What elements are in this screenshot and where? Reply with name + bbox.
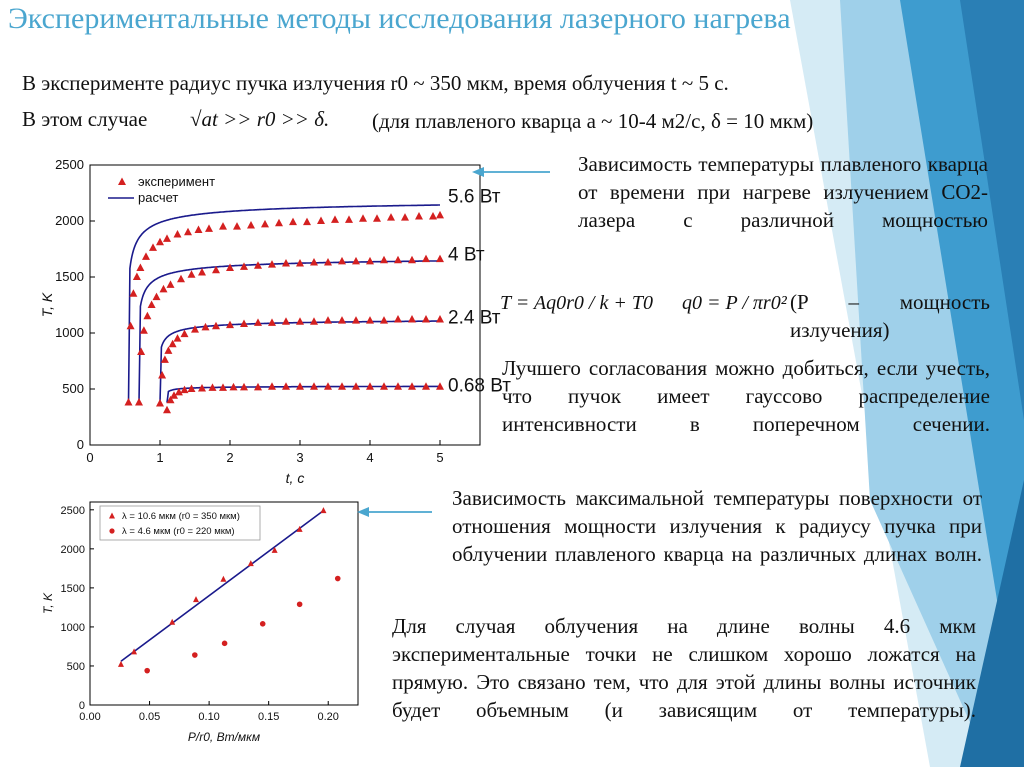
legend-label-10-6: λ = 10.6 мкм (r0 = 350 мкм) — [122, 511, 240, 522]
data-point — [136, 264, 144, 272]
data-point — [422, 315, 430, 323]
data-point — [436, 315, 444, 323]
data-point — [282, 317, 290, 325]
data-point — [401, 213, 409, 221]
data-point — [408, 315, 416, 323]
temperature-time-svg — [39, 150, 512, 500]
data-point — [137, 348, 145, 356]
data-point — [373, 214, 381, 222]
data-point — [324, 258, 332, 266]
formula-temperature: T = Aq0r0 / k + T0 — [500, 292, 653, 314]
data-point — [220, 576, 226, 582]
data-point — [140, 326, 148, 334]
x-axis-label: t, c — [285, 470, 305, 486]
data-point — [192, 652, 198, 658]
legend-marker-experiment — [118, 178, 126, 186]
data-point — [125, 398, 133, 406]
series-label: 4 Вт — [448, 244, 485, 266]
data-point — [153, 293, 161, 301]
x-tick-label: 0.20 — [317, 711, 339, 723]
data-point — [174, 334, 182, 342]
data-point — [394, 256, 402, 264]
formula-flux: q0 = P / πr0² — [682, 292, 787, 314]
x-tick-label: 3 — [296, 450, 304, 465]
data-point — [345, 215, 353, 223]
x-axis-label: P/r0, Вт/мкм — [187, 730, 261, 744]
temperature-time-chart — [39, 150, 512, 500]
x-tick-label: 0.05 — [138, 711, 161, 723]
data-point — [133, 273, 141, 281]
data-point — [303, 218, 311, 226]
data-point — [352, 316, 360, 324]
data-point — [359, 214, 367, 222]
x-tick-label: 0 — [86, 450, 94, 465]
y-tick-label: 1500 — [55, 269, 84, 284]
data-point — [310, 317, 318, 325]
x-tick-label: 0.15 — [257, 711, 280, 723]
x-tick-label: 0.10 — [198, 711, 220, 723]
data-point — [184, 228, 192, 236]
data-point — [275, 219, 283, 227]
data-point — [193, 596, 199, 602]
data-point — [352, 257, 360, 265]
data-point — [174, 230, 182, 238]
data-point — [436, 211, 444, 219]
y-tick-label: 2000 — [55, 213, 84, 228]
y-tick-label: 1500 — [60, 582, 85, 595]
data-point — [158, 371, 166, 379]
data-point — [240, 262, 248, 270]
data-point — [160, 285, 168, 293]
data-point — [366, 316, 374, 324]
data-point — [338, 316, 346, 324]
data-point — [317, 217, 325, 225]
data-point — [331, 215, 339, 223]
data-point — [135, 398, 143, 406]
temperature-power-chart — [8, 490, 378, 760]
intro-line-1: В эксперименте радиус пучка излучения r0 ~ 350 мкм, время облучения t ~ 5 с. — [22, 71, 729, 95]
data-point — [436, 255, 444, 263]
series-label: 2.4 Вт — [448, 307, 501, 329]
data-point — [408, 256, 416, 264]
x-tick-label: 0.00 — [79, 711, 101, 723]
description-temperature-power: Зависимость максимальной температуры поверхности от отношения мощности излучения к радиусу пучка при облучении плавленого кварца на различных длинах волн. — [452, 486, 982, 566]
x-tick-label: 5 — [436, 450, 444, 465]
data-point — [387, 213, 395, 221]
description-wavelength: Для случая облучения на длине волны 4.6 мкм экспериментальные точки не слишком хорошо ложатся на прямую. Это связано тем, что для этой длины волны источник будет объемным (и зависящим от температуры). — [392, 614, 976, 722]
data-point — [144, 668, 150, 674]
plot-frame — [90, 165, 480, 445]
data-point — [422, 255, 430, 263]
legend-marker-4-6 — [109, 528, 114, 533]
data-point — [320, 507, 326, 513]
intro-line-2-note: (для плавленого кварца a ~ 10-4 м2/с, δ = 10 мкм) — [372, 109, 814, 133]
x-tick-label: 2 — [226, 450, 234, 465]
data-point — [429, 212, 437, 219]
data-point — [226, 264, 234, 272]
data-point — [156, 238, 164, 246]
y-tick-label: 0 — [76, 437, 84, 452]
data-point — [254, 318, 262, 326]
data-point — [366, 257, 374, 265]
y-axis-label: T, K — [41, 593, 55, 614]
data-point — [143, 312, 151, 320]
y-tick-label: 1000 — [55, 325, 84, 340]
data-point — [156, 399, 164, 407]
description-temperature-time: Зависимость температуры плавленого кварца от времени при нагреве излучением CO2-лазера с различной мощностью — [578, 152, 988, 232]
data-point — [149, 243, 157, 251]
data-point — [380, 316, 388, 324]
legend-label-4-6: λ = 4.6 мкм (r0 = 220 мкм) — [122, 526, 235, 537]
description-gaussian: Лучшего согласования можно добиться, если учесть, что пучок имеет гауссово распределение интенсивности в поперечном сечении. — [502, 356, 990, 436]
data-point — [163, 234, 171, 242]
legend-label-experiment: эксперимент — [138, 174, 216, 189]
data-point — [127, 322, 135, 330]
data-point — [296, 317, 304, 325]
intro-line-2-prefix: В этом случае — [22, 107, 148, 131]
data-point — [129, 289, 137, 297]
data-point — [177, 275, 185, 283]
data-point — [148, 301, 156, 309]
data-point — [394, 315, 402, 323]
data-point — [188, 270, 196, 278]
formula-note: (P – мощность излучения) — [790, 290, 990, 342]
data-point — [142, 252, 150, 260]
data-point — [161, 355, 169, 363]
data-point — [324, 316, 332, 324]
data-point — [261, 220, 269, 228]
series-label: 5.6 Вт — [448, 186, 501, 208]
data-point — [167, 280, 175, 288]
temperature-power-svg — [8, 490, 378, 760]
y-axis-label: T, K — [39, 292, 55, 318]
data-point — [164, 346, 172, 354]
data-point — [163, 406, 171, 414]
intro-line-2-formula: √at >> r0 >> δ. — [190, 107, 330, 131]
x-tick-label: 4 — [366, 450, 374, 465]
y-tick-label: 1000 — [60, 621, 85, 634]
data-point — [268, 318, 276, 326]
y-tick-label: 500 — [66, 660, 85, 673]
data-point — [222, 641, 228, 647]
data-point — [191, 325, 199, 333]
data-point — [415, 212, 423, 219]
x-tick-label: 1 — [156, 450, 164, 465]
y-tick-label: 2500 — [55, 157, 84, 172]
data-point — [118, 661, 124, 667]
data-point — [260, 621, 266, 627]
legend-label-fit: расчет — [138, 190, 179, 205]
data-point — [335, 576, 341, 582]
data-point — [310, 258, 318, 266]
data-point — [195, 225, 203, 233]
data-point — [247, 221, 255, 229]
data-point — [297, 601, 303, 607]
series-label: 0.68 Вт — [448, 375, 512, 397]
data-point — [338, 257, 346, 265]
y-tick-label: 0 — [78, 700, 85, 712]
slide-title: Экспериментальные методы исследования лазерного нагрева — [8, 2, 791, 35]
y-tick-label: 2500 — [60, 504, 85, 517]
data-point — [205, 224, 213, 232]
data-point — [219, 222, 227, 230]
y-tick-label: 500 — [62, 381, 84, 396]
data-point — [289, 218, 297, 226]
y-tick-label: 2000 — [60, 543, 85, 556]
data-point — [233, 222, 241, 230]
data-point — [380, 256, 388, 264]
